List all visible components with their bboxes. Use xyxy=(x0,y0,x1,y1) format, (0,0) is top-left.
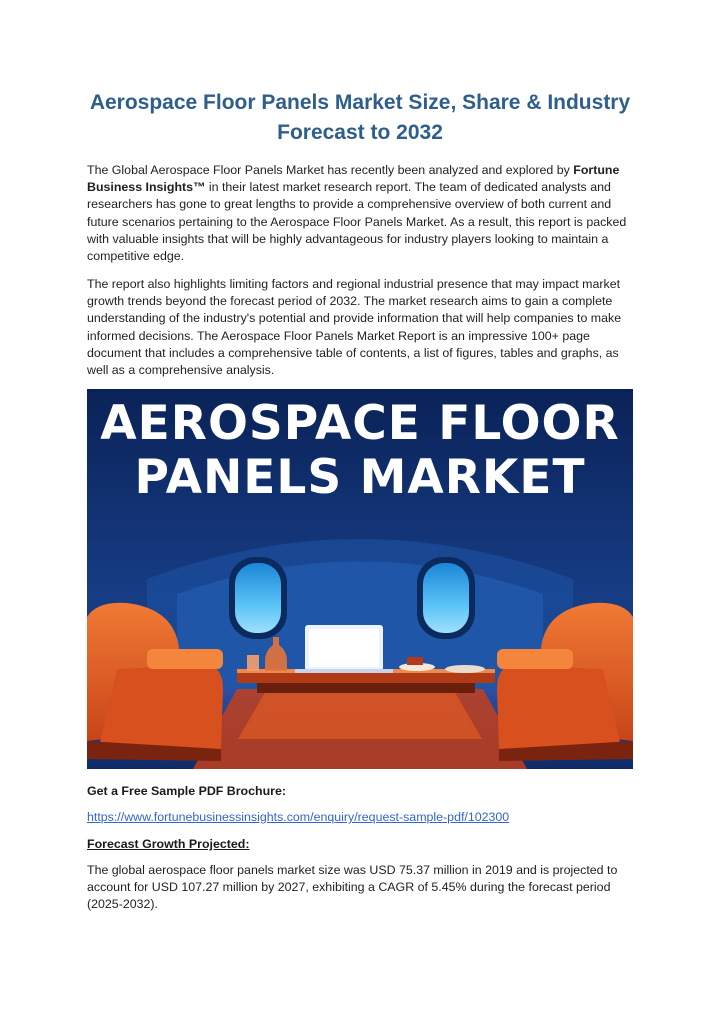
intro-text-end: in their latest market research report. The team of dedicated analysts and researchers has gone to great lengths to provide a comprehensive overview of both current and future scenarios pertaining to the Aerospace Floor Panels Market. As a result, this report is packed with valuable insights that will be highly advantageous for industry players looking to maintain a competitive edge. xyxy=(87,180,627,264)
window-right xyxy=(417,557,475,639)
brand-name: Fortune Business Insights™ xyxy=(87,163,620,195)
hero-line-2: PANELS MARKET xyxy=(134,450,586,505)
intro-text-start: The Global Aerospace Floor Panels Market has recently been analyzed and explored by xyxy=(87,163,574,177)
sample-link[interactable]: https://www.fortunebusinessinsights.com/enquiry/request-sample-pdf/102300 xyxy=(87,810,510,824)
intro-paragraph xyxy=(87,162,635,265)
window-left xyxy=(229,557,287,639)
page-title: Aerospace Floor Panels Market Size, Share & Industry Forecast to 2032 xyxy=(89,91,631,144)
forecast-heading: Forecast Growth Projected: xyxy=(87,837,250,851)
forecast-paragraph: The global aerospace floor panels market size was USD 75.37 million in 2019 and is projected to account for USD 107.27 million by 2027, exhibiting a CAGR of 5.45% during the forecast period (2025-2032). xyxy=(87,863,618,912)
report-paragraph: The report also highlights limiting factors and regional industrial presence that may impact market growth trends beyond the forecast period of 2032. The market research aims to gain a complete understanding of the industry's potential and provide information that will help companies to make informed decisions. The Aerospace Floor Panels Market Report is an impressive 100+ page document that includes a comprehensive table of contents, a list of figures, tables and graphs, as well as a comprehensive analysis. xyxy=(87,277,622,378)
hero-heading xyxy=(87,397,633,505)
sample-heading: Get a Free Sample PDF Brochure: xyxy=(87,784,286,798)
hero-line-1: AEROSPACE FLOOR xyxy=(100,396,620,451)
hero-image xyxy=(87,389,633,769)
laptop xyxy=(295,625,393,673)
